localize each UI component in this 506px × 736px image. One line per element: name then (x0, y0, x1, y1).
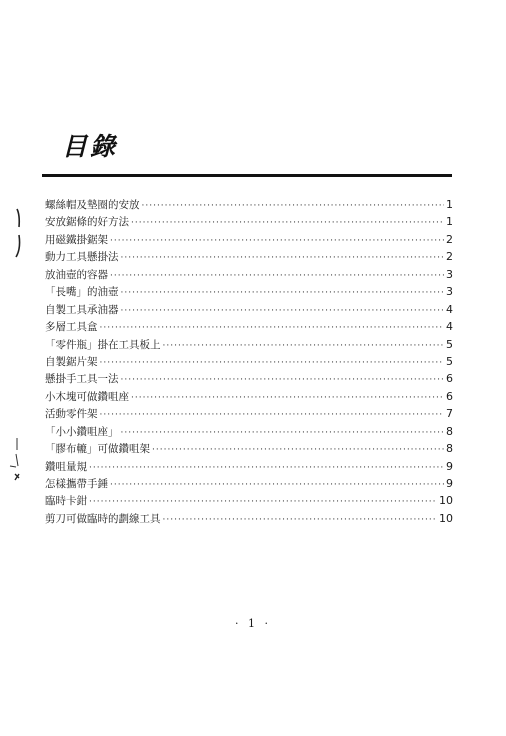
toc-entry-title: 小木塊可做鑽咀座 (45, 390, 129, 403)
toc-entry-page: 9 (446, 477, 453, 490)
toc-dot-leader (110, 233, 444, 250)
toc-entry-page: 6 (446, 389, 453, 403)
toc-dot-leader (110, 477, 444, 494)
toc-dot-leader (110, 268, 444, 285)
toc-entry-title: 剪刀可做臨時的劃線工具 (45, 512, 161, 525)
toc-entry-title: 臨時卡鉗 (45, 495, 87, 508)
toc-entry (45, 492, 453, 509)
toc-entry (45, 301, 453, 318)
toc-entry-title: 放油壺的容器 (45, 268, 108, 281)
toc-entry-page: 6 (446, 372, 453, 386)
toc-entry-title: 「零件瓶」掛在工具板上 (45, 338, 161, 351)
toc-entry (45, 336, 453, 353)
toc-entry (45, 196, 453, 213)
toc-entry-page: 10 (439, 511, 453, 525)
toc-entry-title: 自製工具承油器 (45, 303, 119, 316)
page-title: 目錄 (62, 132, 119, 161)
title-rule (42, 174, 452, 177)
toc-dot-leader (121, 372, 445, 389)
toc-entry-title: 鑽咀量規 (45, 460, 87, 473)
toc-entry-page: 4 (446, 320, 453, 334)
toc-dot-leader (121, 303, 445, 320)
toc-entry (45, 283, 453, 300)
toc-entry-page: 5 (446, 354, 453, 368)
toc-dot-leader (121, 285, 445, 302)
toc-entry-page: 9 (446, 459, 453, 473)
toc-entry (45, 213, 453, 230)
toc-dot-leader (163, 338, 445, 355)
toc-entry-title: 怎樣攜帶手錘 (45, 478, 108, 490)
toc-dot-leader (89, 494, 437, 511)
toc-entry-title: 自製鋸片架 (45, 355, 98, 368)
toc-entry-title: 「膠布轆」可做鑽咀架 (45, 443, 150, 456)
toc-entry-page: 3 (446, 267, 453, 281)
toc-entry-page: 8 (446, 442, 453, 456)
toc-dot-leader (100, 320, 445, 337)
toc-dot-leader (131, 390, 444, 407)
toc-entry (45, 318, 453, 335)
toc-dot-leader (121, 250, 445, 267)
toc-entry-page: 2 (446, 232, 453, 246)
toc-entry-page: 7 (446, 407, 453, 421)
toc-entry-title: 動力工具懸掛法 (45, 251, 119, 264)
toc-entry-title: 多層工具盒 (45, 321, 98, 334)
toc-entry (45, 248, 453, 265)
toc-entry-page: 5 (446, 337, 453, 351)
toc-entry-page: 3 (446, 285, 453, 299)
toc-dot-leader (152, 442, 444, 459)
toc-entry-title: 「小小鑽咀座」 (45, 425, 119, 438)
margin-bracket-mark (14, 207, 22, 259)
toc-entry-title: 懸掛手工具一法 (45, 373, 119, 386)
toc-dot-leader (89, 460, 444, 477)
toc-entry-page: 1 (446, 198, 453, 211)
toc-entry (45, 231, 453, 248)
toc-entry-title: 活動零件架 (45, 408, 98, 421)
toc-entry (45, 388, 453, 405)
margin-scan-mark (8, 436, 22, 488)
toc-entry (45, 370, 453, 387)
toc-entry-title: 螺絲帽及墊圈的安放 (45, 199, 140, 211)
toc-dot-leader (142, 198, 445, 215)
toc-entry (45, 266, 453, 283)
toc-dot-leader (100, 355, 445, 372)
toc-entry-title: 安放鋸條的好方法 (45, 216, 129, 229)
toc-entry (45, 405, 453, 422)
toc-entry (45, 458, 453, 475)
toc-entry (45, 510, 453, 527)
toc-entry (45, 353, 453, 370)
toc-dot-leader (131, 215, 444, 232)
toc-dot-leader (163, 512, 438, 529)
toc-entry-page: 2 (446, 250, 453, 264)
toc-entry (45, 475, 453, 492)
toc-entry-page: 8 (446, 424, 453, 438)
page-number: · 1 · (235, 617, 271, 630)
toc-entry (45, 423, 453, 440)
table-of-contents (45, 196, 453, 527)
toc-entry-title: 「長嘴」的油壺 (45, 286, 119, 299)
toc-entry-page: 10 (439, 494, 453, 508)
toc-entry-page: 1 (446, 215, 453, 229)
toc-dot-leader (121, 425, 445, 442)
toc-dot-leader (100, 407, 445, 424)
toc-entry (45, 440, 453, 457)
toc-entry-page: 4 (446, 302, 453, 316)
toc-entry-title: 用磁鐵掛鋸架 (45, 233, 108, 246)
